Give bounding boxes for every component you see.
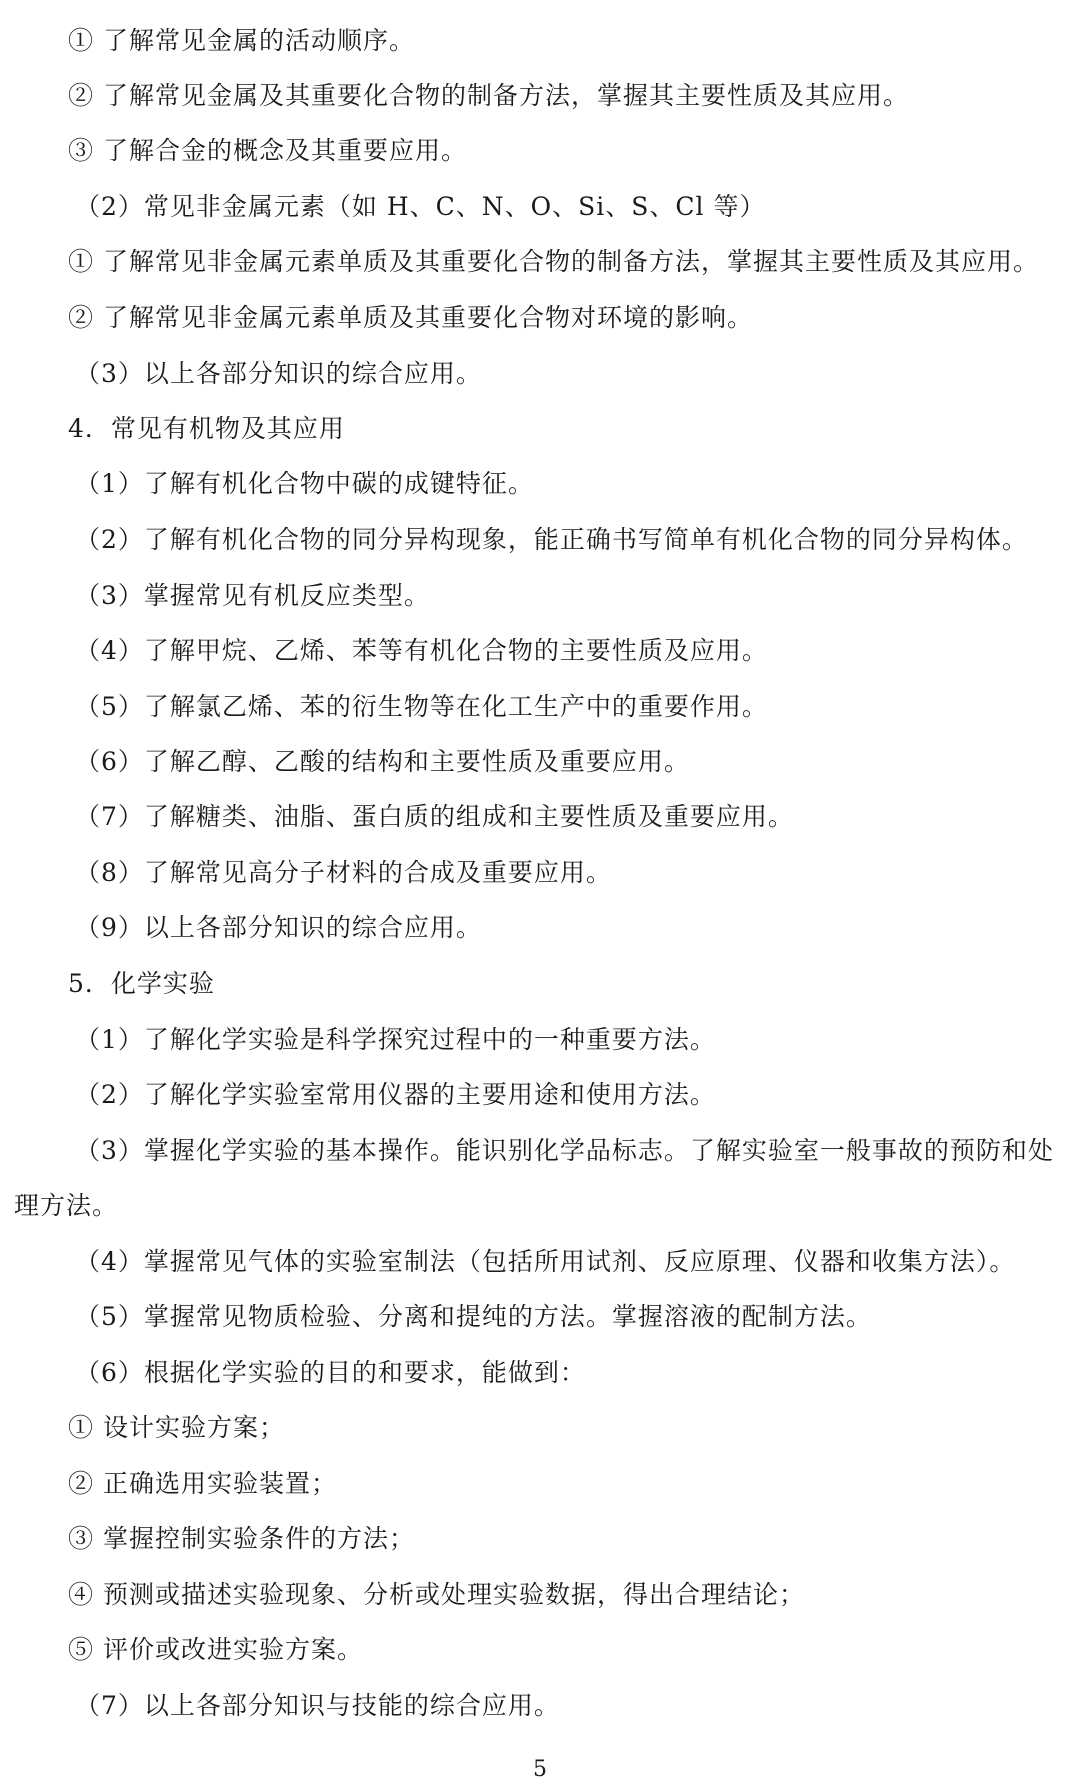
text-line: （2）了解化学实验室常用仪器的主要用途和使用方法。	[75, 1080, 716, 1109]
text-line: （1）了解化学实验是科学探究过程中的一种重要方法。	[75, 1025, 716, 1054]
text-line: ② 了解常见非金属元素单质及其重要化合物对环境的影响。	[68, 303, 753, 332]
text-line: （3）掌握化学实验的基本操作。能识别化学品标志。了解实验室一般事故的预防和处	[75, 1136, 1054, 1165]
text-line: ② 了解常见金属及其重要化合物的制备方法，掌握其主要性质及其应用。	[68, 81, 909, 110]
text-line: （4）了解甲烷、乙烯、苯等有机化合物的主要性质及应用。	[75, 636, 768, 665]
text-line: （9）以上各部分知识的综合应用。	[75, 913, 482, 942]
text-line: （2）常见非金属元素（如 H、C、N、O、Si、S、Cl 等）	[75, 192, 766, 221]
text-line: ① 了解常见非金属元素单质及其重要化合物的制备方法，掌握其主要性质及其应用。	[68, 247, 1039, 276]
text-line: ② 正确选用实验装置；	[68, 1469, 337, 1498]
text-line: 理方法。	[14, 1191, 119, 1220]
text-line: （8）了解常见高分子材料的合成及重要应用。	[75, 858, 612, 887]
text-line: （2）了解有机化合物的同分异构现象，能正确书写简单有机化合物的同分异构体。	[75, 525, 1028, 554]
text-line: （5）掌握常见物质检验、分离和提纯的方法。掌握溶液的配制方法。	[75, 1302, 872, 1331]
text-line: （4）掌握常见气体的实验室制法（包括所用试剂、反应原理、仪器和收集方法）。	[75, 1247, 1016, 1276]
text-line: ③ 掌握控制实验条件的方法；	[68, 1524, 415, 1553]
text-line: （6）根据化学实验的目的和要求，能做到：	[75, 1358, 586, 1387]
text-line: （1）了解有机化合物中碳的成键特征。	[75, 469, 534, 498]
text-line: （7）了解糖类、油脂、蛋白质的组成和主要性质及重要应用。	[75, 802, 794, 831]
text-line: （6）了解乙醇、乙酸的结构和主要性质及重要应用。	[75, 747, 690, 776]
section-heading: 5．化学实验	[68, 969, 215, 998]
text-line: ① 了解常见金属的活动顺序。	[68, 26, 415, 55]
text-line: ③ 了解合金的概念及其重要应用。	[68, 136, 467, 165]
text-line: （3）掌握常见有机反应类型。	[75, 581, 430, 610]
text-line: （7）以上各部分知识与技能的综合应用。	[75, 1691, 560, 1720]
text-line: ⑤ 评价或改进实验方案。	[68, 1635, 363, 1664]
page-number: 5	[533, 1757, 547, 1782]
text-line: （5）了解氯乙烯、苯的衍生物等在化工生产中的重要作用。	[75, 692, 768, 721]
text-line: ④ 预测或描述实验现象、分析或处理实验数据，得出合理结论；	[68, 1580, 805, 1609]
text-line: （3）以上各部分知识的综合应用。	[75, 359, 482, 388]
section-heading: 4．常见有机物及其应用	[68, 414, 345, 443]
text-line: ① 设计实验方案；	[68, 1413, 285, 1442]
